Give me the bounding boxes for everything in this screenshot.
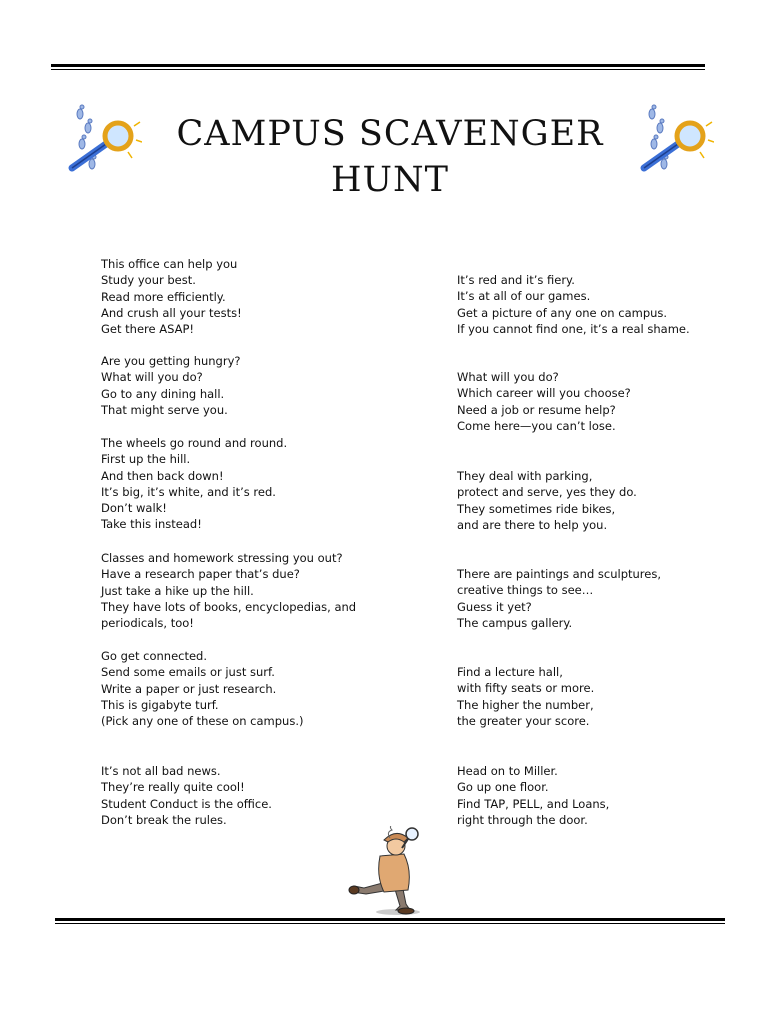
clue-line: Take this instead!: [101, 517, 202, 532]
clue-stanza: [457, 272, 690, 337]
top-rule-thin: [51, 69, 705, 70]
clue-stanza: [101, 256, 242, 337]
top-rule: [51, 64, 705, 67]
clue-line: What will you do?: [101, 370, 203, 385]
clue-line: There are paintings and sculptures,: [457, 567, 662, 581]
clue-line: It’s not all bad news.: [101, 764, 221, 778]
clue-stanza: [457, 468, 637, 533]
clue-line: creative things to see…: [457, 583, 594, 598]
clue-line: Don’t walk!: [101, 501, 167, 516]
clue-line: Find TAP, PELL, and Loans,: [457, 796, 610, 811]
clue-line: Get a picture of any one on campus.: [457, 305, 668, 320]
clue-stanza: [101, 550, 356, 631]
clue-line: Classes and homework stressing you out?: [101, 551, 343, 565]
clue-line: And crush all your tests!: [101, 305, 242, 320]
clue-line: periodicals, too!: [101, 616, 194, 631]
clue-line: Guess it yet?: [457, 599, 532, 614]
clue-line: This office can help you: [101, 257, 238, 271]
clue-line: Don’t break the rules.: [101, 812, 227, 827]
clue-line: Go to any dining hall.: [101, 386, 225, 401]
clue-line: Need a job or resume help?: [457, 402, 616, 417]
title-line-1: CAMPUS SCAVENGER: [176, 114, 604, 154]
clue-stanza: [101, 763, 272, 828]
clue-line: They sometimes ride bikes,: [457, 501, 616, 516]
clue-line: protect and serve, yes they do.: [457, 485, 637, 500]
clue-line: They have lots of books, encyclopedias, and: [101, 599, 357, 614]
clue-line: Student Conduct is the office.: [101, 796, 272, 811]
clue-line: with fifty seats or more.: [457, 681, 595, 696]
clue-line: Just take a hike up the hill.: [101, 583, 254, 598]
clue-line: Go get connected.: [101, 649, 208, 663]
clue-line: Come here—you can’t lose.: [457, 418, 616, 433]
clue-line: It’s red and it’s fiery.: [457, 273, 575, 287]
clue-line: And then back down!: [101, 468, 224, 483]
clue-line: Find a lecture hall,: [457, 665, 563, 679]
bottom-rule: [55, 918, 725, 921]
magnifying-glass-icon: [62, 104, 142, 180]
clue-line: Study your best.: [101, 273, 196, 288]
clue-line: The higher the number,: [457, 697, 594, 712]
clue-line: They deal with parking,: [457, 469, 593, 483]
clue-line: the greater your score.: [457, 713, 590, 728]
clue-stanza: [457, 763, 609, 828]
page-title: [150, 112, 630, 202]
clue-line: Have a research paper that’s due?: [101, 567, 300, 582]
detective-icon: [346, 826, 432, 916]
clue-line: Are you getting hungry?: [101, 354, 241, 368]
clue-line: This is gigabyte turf.: [101, 697, 219, 712]
clue-line: Get there ASAP!: [101, 322, 195, 337]
clue-line: Read more efficiently.: [101, 289, 226, 304]
clue-stanza: [457, 566, 661, 631]
clue-stanza: [101, 353, 241, 418]
clue-line: That might serve you.: [101, 402, 228, 417]
title-line-2: HUNT: [331, 160, 449, 200]
clue-line: Send some emails or just surf.: [101, 665, 275, 680]
clue-line: What will you do?: [457, 370, 559, 384]
clue-line: Head on to Miller.: [457, 764, 558, 778]
clue-line: First up the hill.: [101, 452, 191, 467]
clue-line: It’s at all of our games.: [457, 289, 591, 304]
clue-stanza: [101, 648, 303, 729]
clue-line: right through the door.: [457, 812, 588, 827]
clue-line: Go up one floor.: [457, 780, 549, 795]
clue-stanza: [457, 369, 631, 434]
clue-line: It’s big, it’s white, and it’s red.: [101, 484, 276, 499]
clue-line: If you cannot find one, it’s a real shame.: [457, 321, 690, 336]
clue-line: Write a paper or just research.: [101, 681, 277, 696]
clue-line: The campus gallery.: [457, 615, 573, 630]
magnifying-glass-icon: [634, 104, 714, 180]
clue-line: (Pick any one of these on campus.): [101, 714, 304, 729]
clue-line: The wheels go round and round.: [101, 436, 288, 450]
clue-line: Which career will you choose?: [457, 386, 631, 401]
clue-stanza: [101, 435, 287, 533]
clue-line: and are there to help you.: [457, 517, 608, 532]
bottom-rule-thin: [55, 923, 725, 924]
clue-line: They’re really quite cool!: [101, 780, 245, 795]
clue-stanza: [457, 664, 594, 729]
